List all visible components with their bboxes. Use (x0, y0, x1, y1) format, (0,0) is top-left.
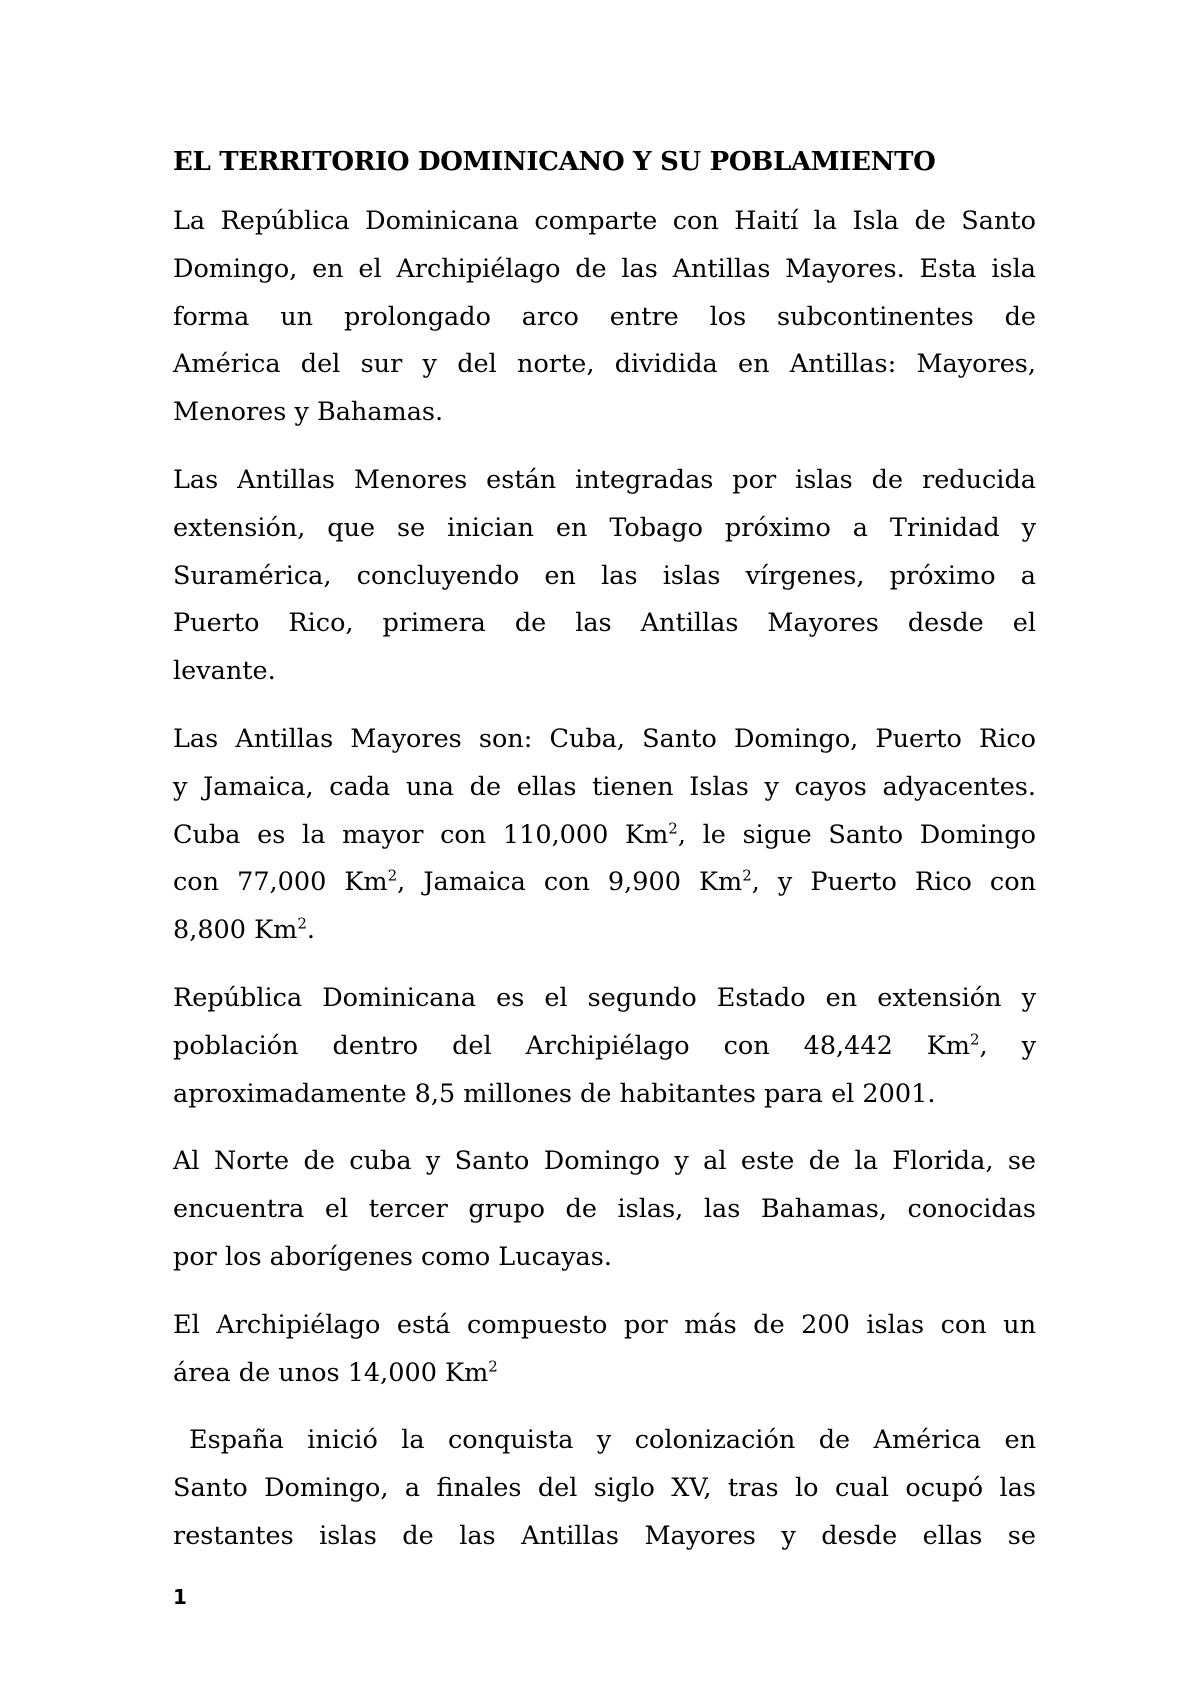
text-line (173, 1417, 1036, 1465)
text-line: forma un prolongado arco entre los subcontinentes de (173, 301, 1036, 332)
text-line (173, 1023, 1036, 1071)
paragraph-7 (173, 1417, 1036, 1560)
text-line: Domingo, en el Archipiélago de las Antillas Mayores. Esta isla (173, 253, 1036, 284)
text-line (173, 907, 1036, 955)
paragraph-2 (173, 457, 1036, 696)
text-run: Cuba es la mayor con 110,000 Km (173, 819, 669, 850)
text-line: La República Dominicana comparte con Haití la Isla de Santo (173, 206, 1036, 236)
text-line: El Archipiélago está compuesto por más de 200 islas con un (173, 1309, 1036, 1340)
text-line: Puerto Rico, primera de las Antillas Mayores desde el (173, 608, 1036, 639)
text-line: aproximadamente 8,5 millones de habitantes para el 2001. (173, 1078, 936, 1109)
text-line: Menores y Bahamas. (173, 397, 444, 428)
paragraph-3 (173, 716, 1036, 955)
text-run: , Jamaica con 9,900 Km (397, 867, 743, 898)
page-number: 1 (173, 1585, 187, 1609)
text-line: restantes islas de las Antillas Mayores y desde ellas se (173, 1520, 1036, 1551)
paragraph-4 (173, 975, 1036, 1118)
text-line (173, 812, 1036, 860)
superscript: 2 (297, 914, 307, 933)
text-run: , le sigue Santo Domingo (677, 819, 1036, 850)
text-line (173, 1350, 1036, 1398)
document-body (173, 138, 1036, 1561)
text-line: Las Antillas Menores están integradas por islas de reducida (173, 464, 1036, 495)
superscript: 2 (488, 1357, 498, 1376)
text-line: por los aborígenes como Lucayas. (173, 1241, 612, 1272)
text-line: República Dominicana es el segundo Estado en extensión y (173, 982, 1036, 1013)
text-line (173, 859, 1036, 907)
text-run: , y Puerto Rico con (751, 867, 1036, 898)
text-run: , y (979, 1030, 1036, 1061)
text-line: Santo Domingo, a finales del siglo XV, tras lo cual ocupó las (173, 1473, 1036, 1504)
text-line: Las Antillas Mayores son: Cuba, Santo Domingo, Puerto Rico (173, 723, 1036, 754)
text-run: población dentro del Archipiélago con 48,442 Km (173, 1030, 970, 1061)
text-line: encuentra el tercer grupo de islas, las Bahamas, conocidas (173, 1194, 1036, 1225)
text-line: y Jamaica, cada una de ellas tienen Islas y cayos adyacentes. (173, 771, 1036, 802)
text-run: España inició la conquista y colonización de América en (189, 1425, 1036, 1456)
text-run: área de unos 14,000 Km (173, 1357, 489, 1388)
text-run: . (306, 915, 315, 946)
text-line: Al Norte de cuba y Santo Domingo y al este de la Florida, se (173, 1146, 1036, 1177)
document-title: EL TERRITORIO DOMINICANO Y SU POBLAMIENTO (173, 147, 936, 177)
superscript: 2 (668, 819, 678, 838)
superscript: 2 (387, 866, 398, 885)
superscript: 2 (970, 1030, 980, 1049)
paragraph-6 (173, 1302, 1036, 1398)
paragraph-5 (173, 1138, 1036, 1281)
paragraph-1 (173, 198, 1036, 437)
text-run: 8,800 Km (173, 915, 298, 946)
text-line: levante. (173, 656, 276, 687)
text-line: América del sur y del norte, dividida en Antillas: Mayores, (173, 349, 1036, 380)
superscript: 2 (742, 866, 752, 885)
text-line: Suramérica, concluyendo en las islas vírgenes, próximo a (173, 560, 1036, 591)
text-run: con 77,000 Km (173, 867, 388, 898)
text-line: extensión, que se inician en Tobago próximo a Trinidad y (173, 512, 1036, 543)
